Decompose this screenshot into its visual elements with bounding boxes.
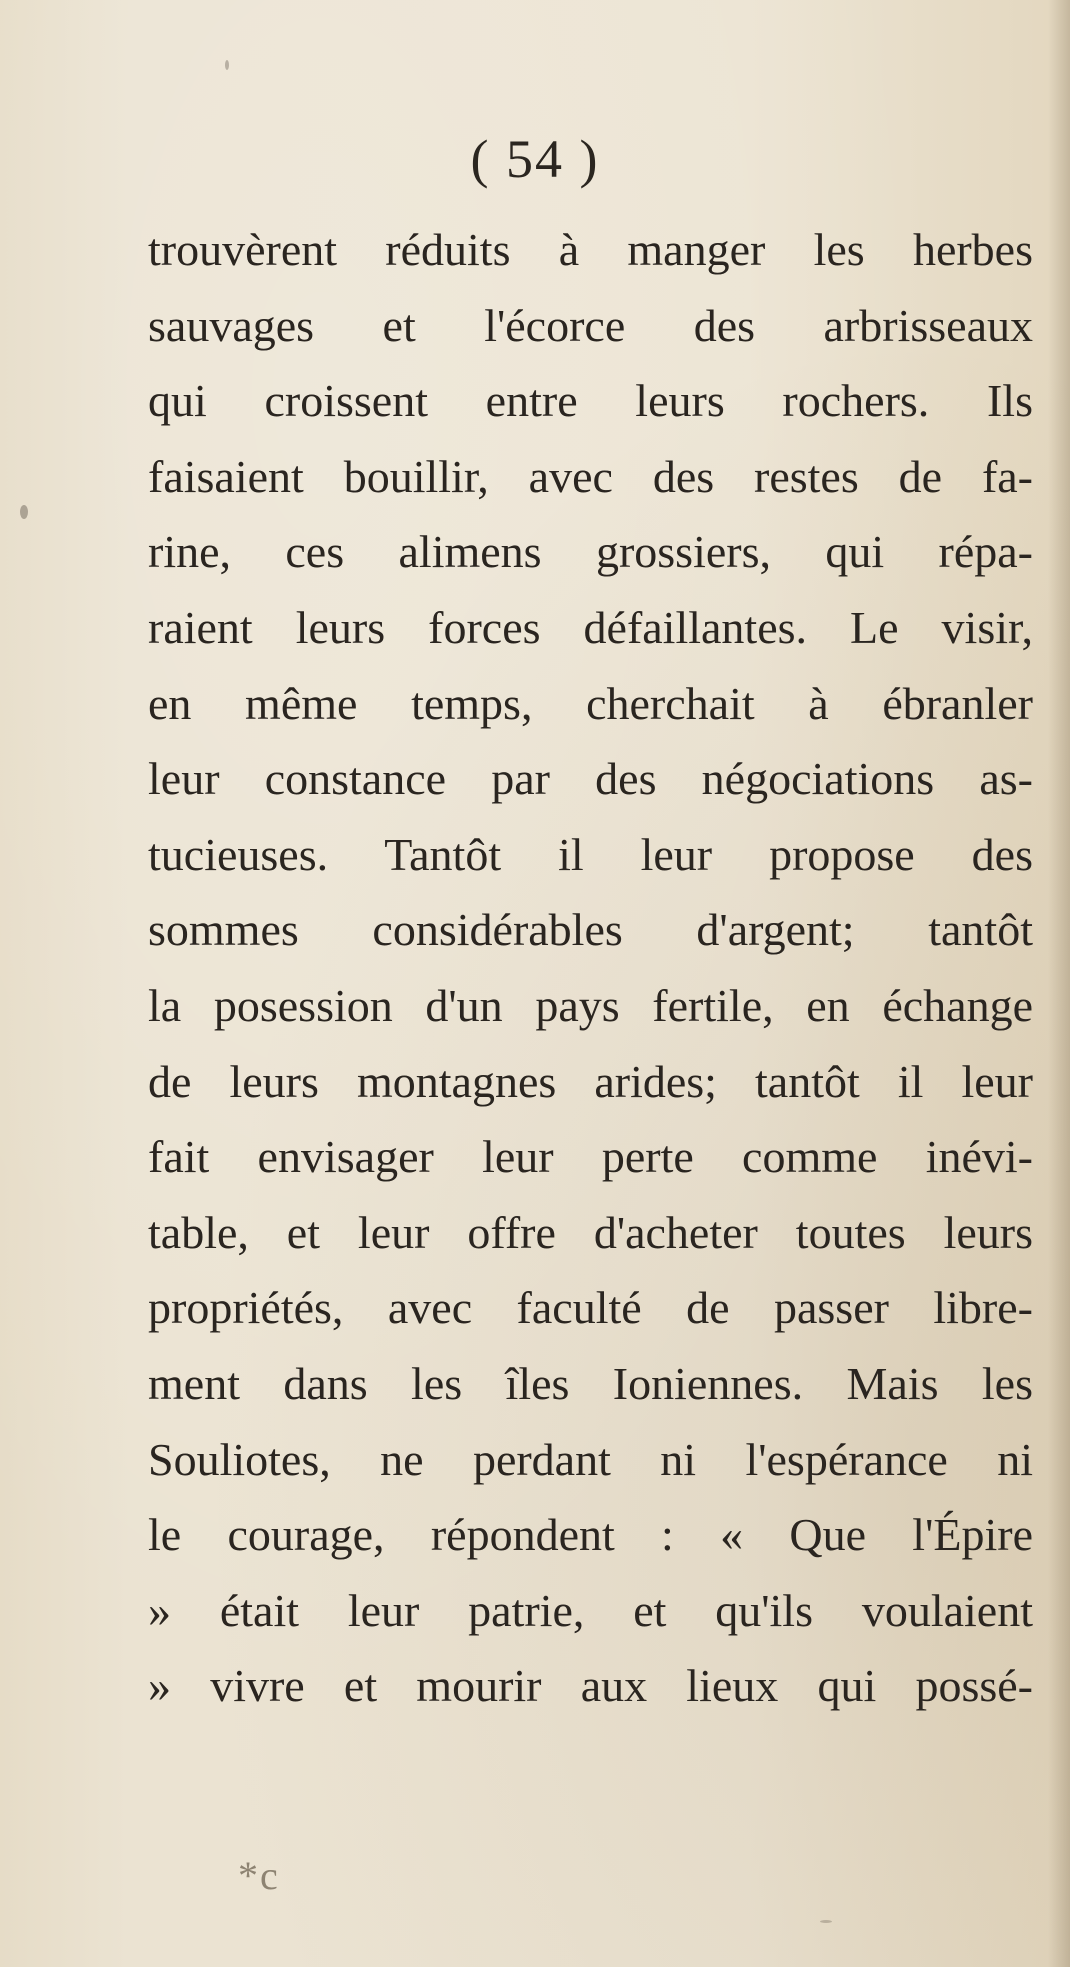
- body-text: [148, 212, 1033, 1724]
- text-line: sauvages et l'écorce des arbrisseaux: [148, 299, 1033, 351]
- text-line: Souliotes, ne perdant ni l'espérance ni: [148, 1433, 1033, 1485]
- text-line: rine, ces alimens grossiers, qui répa-: [148, 526, 1033, 578]
- text-line: raient leurs forces défaillantes. Le visir,: [148, 601, 1033, 653]
- text-line: ment dans les îles Ioniennes. Mais les: [148, 1357, 1033, 1409]
- page-number: ( 54 ): [470, 129, 600, 189]
- text-line: faisaient bouillir, avec des restes de fa-: [148, 450, 1033, 502]
- text-line: » était leur patrie, et qu'ils voulaient: [148, 1584, 1033, 1636]
- text-line: » vivre et mourir aux lieux qui possé-: [148, 1660, 1033, 1712]
- text-line: leur constance par des négociations as-: [148, 753, 1033, 805]
- text-line: propriétés, avec faculté de passer libre-: [148, 1282, 1033, 1334]
- text-line: en même temps, cherchait à ébranler: [148, 677, 1033, 729]
- text-line: la posession d'un pays fertile, en échange: [148, 979, 1033, 1031]
- text-line: tucieuses. Tantôt il leur propose des: [148, 828, 1033, 880]
- paper-speck: [20, 505, 28, 519]
- signature-mark: *c: [238, 1853, 280, 1898]
- text-line: trouvèrent réduits à manger les herbes: [148, 224, 1033, 275]
- text-line: sommes considérables d'argent; tantôt: [148, 904, 1033, 956]
- paper-speck: [820, 1920, 832, 1923]
- text-line: le courage, répondent : « Que l'Épire: [148, 1509, 1033, 1561]
- paper-speck: [225, 60, 229, 70]
- text-line: de leurs montagnes arides; tantôt il leur: [148, 1055, 1033, 1107]
- text-line: table, et leur offre d'acheter toutes leurs: [148, 1206, 1033, 1258]
- text-line: qui croissent entre leurs rochers. Ils: [148, 375, 1033, 427]
- text-line: fait envisager leur perte comme inévi-: [148, 1131, 1033, 1183]
- page-gutter-shadow: [1048, 0, 1070, 1967]
